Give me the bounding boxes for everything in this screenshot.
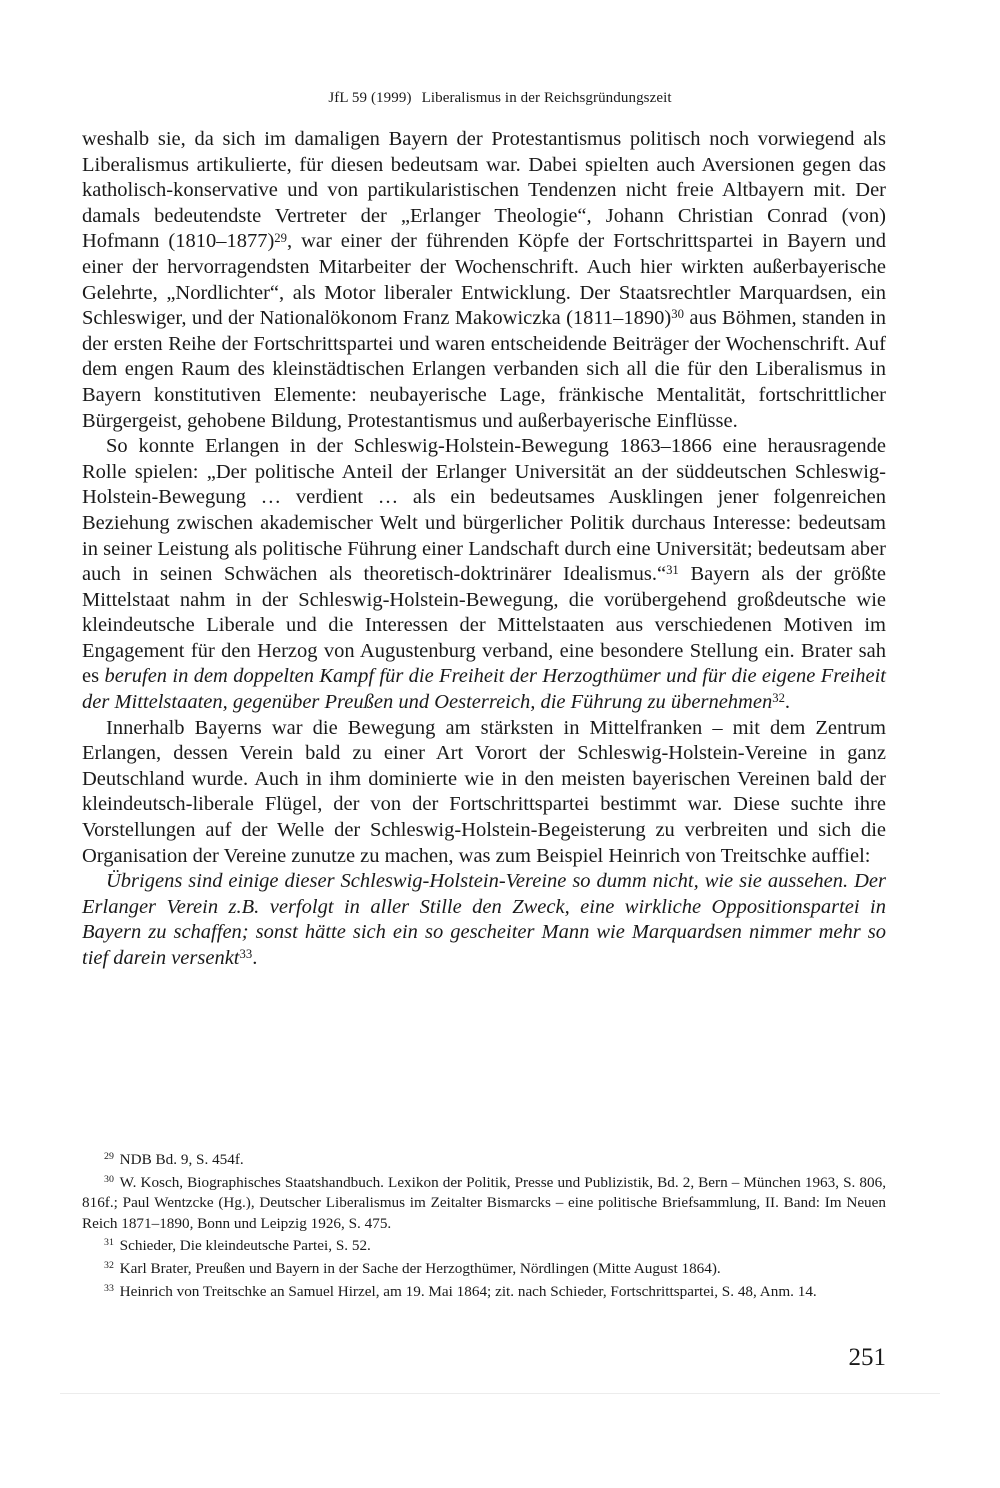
paragraph-2-text-cont: Bayern als der größte Mittelstaat nahm in der Schleswig-Holstein-Bewegung, die vorübergehend großdeutsche wie kleindeutsche Liberale und die Interessen der Mittelstaaten aus verschiedenen Motiven im Engagement für den Herzog von Augustenburg verband, eine besondere Stellung ein. Brater sah es xyxy=(82,563,886,688)
footnote-30 xyxy=(82,1173,886,1235)
footnote-text: Heinrich von Treitschke an Samuel Hirzel, am 19. Mai 1864; zit. nach Schieder, Fortschrittspartei, S. 48, Anm. 14. xyxy=(119,1282,817,1300)
paragraph-3 xyxy=(82,716,886,870)
block-quote xyxy=(82,869,886,971)
running-header xyxy=(0,90,1000,107)
footnote-ref-31: 31 xyxy=(666,563,679,578)
footnote-ref-30: 30 xyxy=(671,307,684,322)
paragraph-2-end: . xyxy=(784,691,791,714)
footnote-32 xyxy=(82,1259,886,1280)
footnote-text: NDB Bd. 9, S. 454f. xyxy=(119,1151,244,1168)
paragraph-2-text: So konnte Erlangen in der Schleswig-Holstein-Bewegung 1863–1866 eine herausragende Rolle spielen: „Der politische Anteil der Erlanger Universität an der süddeutschen Schleswig-Holstein-Bewegung … verdient … als ein bedeutsames Ausklingen jener folgenreichen Beziehung zwischen akademischer Welt und bürgerlicher Politik durchaus Interesse: bedeutsam in seiner Leistung als politische Führung einer Landschaft durch eine Universität; bedeutsam aber auch in seinen Schwächen als theoretisch-doktrinärer Idealismus.“ xyxy=(82,435,886,586)
footnote-number: 33 xyxy=(104,1282,114,1294)
paragraph-1-text-end: aus Böhmen, standen in der ersten Reihe der Fortschrittspartei und waren entscheidende Beiträger der Wochenschrift. Auf dem engen Raum des kleinstädtischen Erlangen verbanden sich all die für den Liberalismus in Bayern konstitutiven Elemente: neubayerische Lage, fränkische Mentalität, fortschrittlicher Bürgergeist, gehobene Bildung, Protestantismus und außerbayerische Einflüsse. xyxy=(82,307,886,432)
footnote-text: Schieder, Die kleindeutsche Partei, S. 52. xyxy=(119,1237,371,1255)
body-text xyxy=(82,127,886,972)
footnote-number: 31 xyxy=(104,1237,114,1249)
article-title: Liberalismus in der Reichsgründungszeit xyxy=(421,90,672,106)
brater-quote: berufen in dem doppelten Kampf für die Freiheit der Herzogthümer und für die eigene Freiheit der Mittelstaaten, gegenüber Preußen und Oesterreich, die Führung zu übernehmen xyxy=(82,665,886,714)
paragraph-1 xyxy=(82,127,886,434)
paragraph-1-text: weshalb sie, da sich im damaligen Bayern der Protestantismus politisch noch vorwiegend als Liberalismus artikulierte, für diesen bedeutsam war. Dabei spielten auch Aversionen gegen das katholisch-konservative und von partikularistischen Tendenzen nicht freie Altbayern mit. Der damals bedeutendste Vertreter der „Erlanger Theologie“, Johann Christian Conrad (von) Hofmann (1810–1877) xyxy=(82,128,886,253)
footnote-29 xyxy=(82,1150,886,1171)
treitschke-quote: Übrigens sind einige dieser Schleswig-Holstein-Vereine so dumm nicht, wie sie aussehen. Der Erlanger Verein z.B. verfolgt in aller Stille den Zweck, eine wirkliche Oppositionspartei in Bayern zu schaffen; sonst hätte sich ein so gescheiter Mann wie Marquardsen nimmer mehr so tief darein versenkt xyxy=(82,870,886,969)
page-number: 251 xyxy=(848,1344,886,1371)
scan-artifact-line xyxy=(60,1393,940,1394)
paragraph-3-text: Innerhalb Bayerns war die Bewegung am stärksten in Mittelfranken – mit dem Zentrum Erlangen, dessen Verein bald zu einer Art Vorort der Schleswig-Holstein-Vereine in ganz Deutschland wurde. Auch in ihm dominierte wie in den meisten bayerischen Vereinen bald der kleindeutsch-liberale Flügel, der von der Fortschrittspartei bestimmt war. Diese suchte ihre Vorstellungen auf der Welle der Schleswig-Holstein-Begeisterung zu verbreiten und sich die Organisation der Vereine zunutze zu machen, was zum Beispiel Heinrich von Treitschke auffiel: xyxy=(82,716,886,867)
footnote-31 xyxy=(82,1236,886,1257)
paragraph-2 xyxy=(82,434,886,716)
footnote-33 xyxy=(82,1282,886,1303)
footnote-ref-29: 29 xyxy=(274,230,287,245)
footnote-text: Karl Brater, Preußen und Bayern in der Sache der Herzogthümer, Nördlingen (Mitte August 1864). xyxy=(119,1259,721,1277)
footnote-number: 30 xyxy=(104,1173,114,1185)
paragraph-1-text-cont: , war einer der führenden Köpfe der Fortschrittspartei in Bayern und einer der hervorragendsten Mitarbeiter der Wochenschrift. Auch hier wirkten außerbayerische Gelehrte, „Nordlichter“, als Motor liberaler Entwicklung. Der Staatsrechtler Marquardsen, ein Schleswiger, und der Nationalökonom Franz Makowiczka (1811–1890) xyxy=(82,230,886,330)
footnote-number: 32 xyxy=(104,1260,114,1272)
footnote-number: 29 xyxy=(104,1151,114,1163)
footnote-text: W. Kosch, Biographisches Staatshandbuch. Lexikon der Politik, Presse und Publizistik, Bd. 2, Bern – München 1963, S. 806, 816f.; Paul Wentzcke (Hg.), Deutscher Liberalismus im Zeitalter Bismarcks – eine politische Briefsammlung, II. Band: Im Neuen Reich 1871–1890, Bonn und Leipzig 1926, S. 475. xyxy=(82,1173,886,1232)
footnote-ref-33: 33 xyxy=(239,947,253,962)
journal-reference: JfL 59 (1999) xyxy=(328,90,412,106)
footnote-ref-32: 32 xyxy=(772,691,785,706)
footnotes xyxy=(82,1150,886,1304)
block-quote-end: . xyxy=(252,947,258,969)
